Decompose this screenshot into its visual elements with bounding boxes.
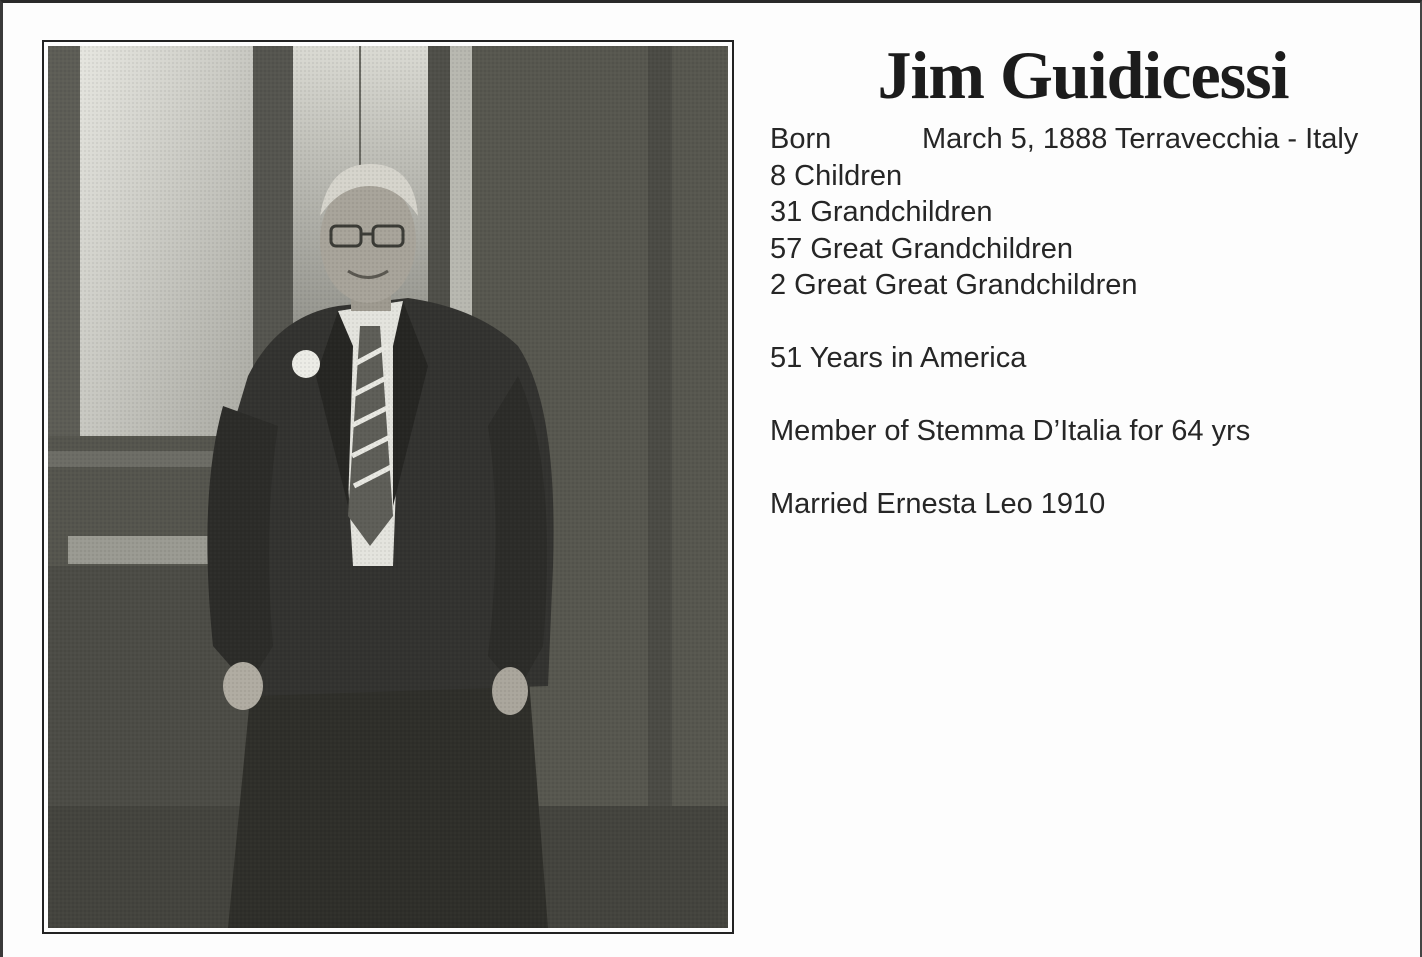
great-great-grandchildren-count: 2 Great Great Grandchildren (770, 269, 1138, 301)
spacer (770, 377, 1390, 414)
portrait-illustration (48, 46, 728, 928)
marriage-info: Married Ernesta Leo 1910 (770, 488, 1106, 520)
spacer (770, 304, 1390, 341)
great-grandchildren-count: 57 Great Grandchildren (770, 232, 1074, 265)
photo-frame (42, 40, 734, 934)
spacer (770, 450, 1390, 487)
years-in-america: 51 Years in America (770, 342, 1027, 374)
grandchildren-count: 31 Grandchildren (770, 196, 993, 228)
biography-details (770, 121, 1390, 523)
person-name-title: Jim Guidicessi (877, 37, 1289, 113)
children-count: 8 Children (770, 159, 903, 192)
portrait-photo (48, 46, 728, 928)
membership-info: Member of Stemma D’Italia for 64 yrs (770, 415, 1251, 447)
born-value: March 5, 1888 Terravecchia - Italy (922, 123, 1359, 155)
born-label: Born (770, 123, 832, 155)
born-row (770, 121, 1390, 158)
